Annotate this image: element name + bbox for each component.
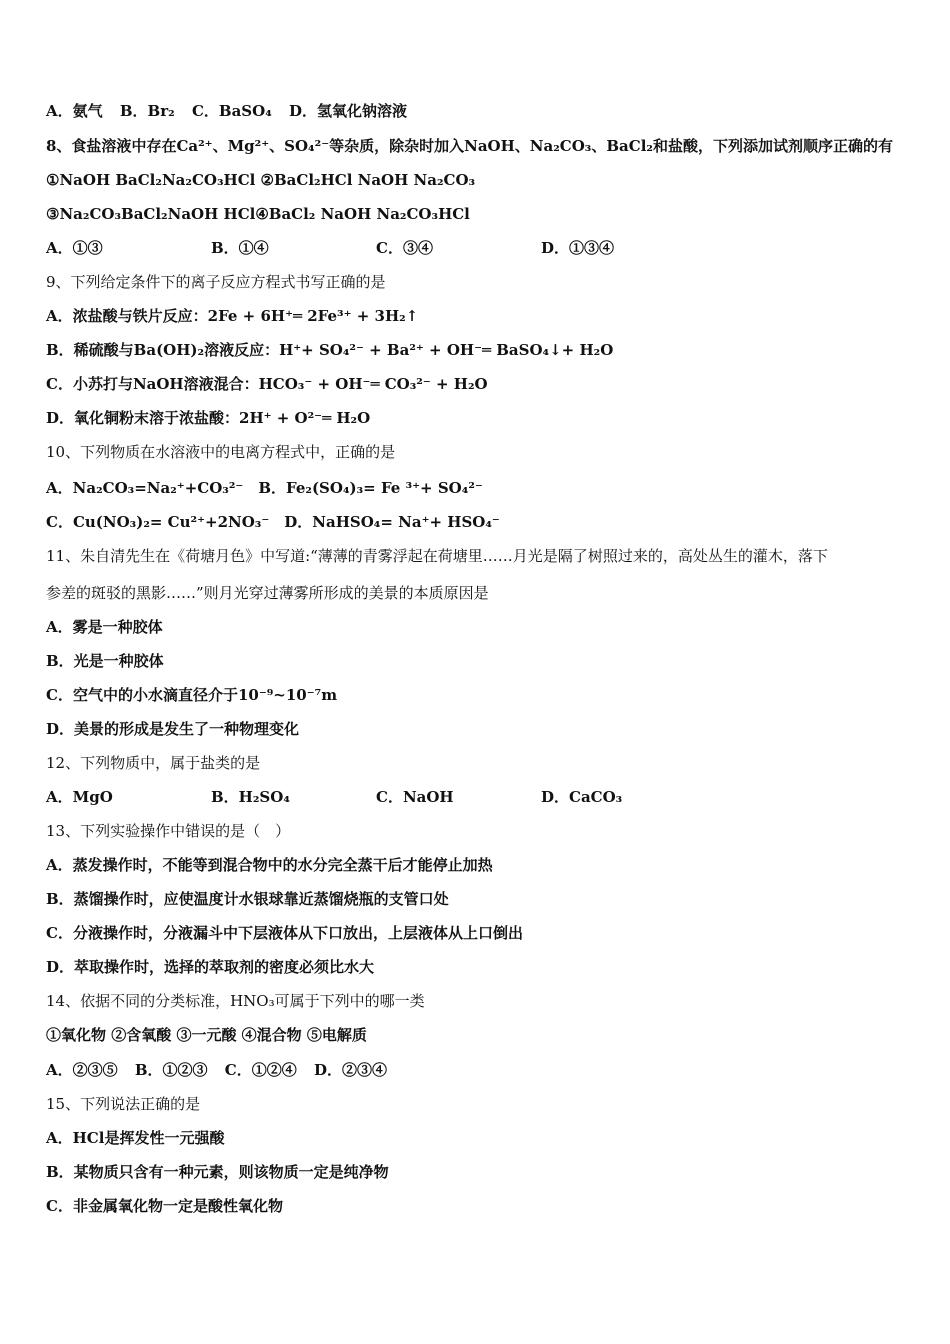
q15-option-c: C．非金属氧化物一定是酸性氧化物 <box>46 1197 283 1215</box>
q12-option-b: B．H₂SO₄ <box>211 788 290 806</box>
q8-option-b: B．①④ <box>211 239 269 257</box>
q13-option-b: B．蒸馏操作时，应使温度计水银球靠近蒸馏烧瓶的支管口处 <box>46 890 449 908</box>
q8-sequence-2: ③Na₂CO₃BaCl₂NaOH HCl④BaCl₂ NaOH Na₂CO₃HCl <box>46 205 470 223</box>
q8-option-c: C．③④ <box>376 239 433 257</box>
q13-option-a: A．蒸发操作时，不能等到混合物中的水分完全蒸干后才能停止加热 <box>46 856 493 874</box>
q14-items: ①氧化物 ②含氧酸 ③一元酸 ④混合物 ⑤电解质 <box>46 1026 367 1044</box>
q11-option-c: C．空气中的小水滴直径介于10⁻⁹~10⁻⁷m <box>46 686 338 704</box>
q7-option-d: D．氢氧化钠溶液 <box>289 102 408 120</box>
q12-option-a: A．MgO <box>46 788 113 806</box>
q14-option-d: D．②③④ <box>313 1061 387 1079</box>
q12-stem: 12、下列物质中，属于盐类的是 <box>46 754 261 772</box>
q12-options <box>46 787 622 807</box>
q8-stem: 8、食盐溶液中存在Ca²⁺、Mg²⁺、SO₄²⁻等杂质，除杂时加入NaOH、Na₂CO₃、BaCl₂和盐酸，下列添加试剂顺序正确的有 <box>46 137 893 155</box>
q8-sequence-1: ①NaOH BaCl₂Na₂CO₃HCl ②BaCl₂HCl NaOH Na₂CO₃ <box>46 171 476 189</box>
q7-option-c: C．BaSO₄ <box>191 102 272 120</box>
q7-option-a: A．氨气 <box>46 102 103 120</box>
q15-stem: 15、下列说法正确的是 <box>46 1095 201 1113</box>
q9-option-c: C．小苏打与NaOH溶液混合：HCO₃⁻ + OH⁻═ CO₃²⁻ + H₂O <box>46 375 488 393</box>
q11-stem-line-1: 11、朱自清先生在《荷塘月色》中写道:“薄薄的青雾浮起在荷塘里……月光是隔了树照过来的，高处丛生的灌木，落下 <box>46 547 828 565</box>
q11-option-d: D．美景的形成是发生了一种物理变化 <box>46 720 300 738</box>
q7-option-b: B．Br₂ <box>119 102 175 120</box>
q12-option-c: C．NaOH <box>376 788 454 806</box>
q14-options <box>46 1060 387 1080</box>
q8-option-a: A．①③ <box>46 239 103 257</box>
q14-option-c: C．①②④ <box>224 1061 297 1079</box>
q7-options <box>46 101 407 121</box>
q9-stem: 9、下列给定条件下的离子反应方程式书写正确的是 <box>46 273 386 291</box>
q11-option-b: B．光是一种胶体 <box>46 652 164 670</box>
q14-option-b: B．①②③ <box>134 1061 208 1079</box>
q14-option-a: A．②③⑤ <box>46 1061 118 1079</box>
q12-option-d: D．CaCO₃ <box>541 788 623 806</box>
q8-options <box>46 238 614 258</box>
q15-option-a: A．HCl是挥发性一元强酸 <box>46 1129 225 1147</box>
q13-option-d: D．萃取操作时，选择的萃取剂的密度必须比水大 <box>46 958 375 976</box>
q13-stem: 13、下列实验操作中错误的是（ ） <box>46 822 291 840</box>
q11-option-a: A．雾是一种胶体 <box>46 618 163 636</box>
q11-stem-line-2: 参差的斑驳的黑影……”则月光穿过薄雾所形成的美景的本质原因是 <box>46 584 489 602</box>
q15-option-b: B．某物质只含有一种元素，则该物质一定是纯净物 <box>46 1163 389 1181</box>
q8-option-d: D．①③④ <box>541 239 615 257</box>
q14-stem: 14、依据不同的分类标准，HNO₃可属于下列中的哪一类 <box>46 992 425 1010</box>
q10-stem: 10、下列物质在水溶液中的电离方程式中，正确的是 <box>46 443 396 461</box>
q10-options-cd: C．Cu(NO₃)₂= Cu²⁺+2NO₃⁻ D．NaHSO₄= Na⁺+ HSO₄⁻ <box>46 513 500 531</box>
q9-option-d: D．氧化铜粉末溶于浓盐酸：2H⁺ + O²⁻═ H₂O <box>46 409 371 427</box>
q9-option-a: A．浓盐酸与铁片反应：2Fe + 6H⁺═ 2Fe³⁺ + 3H₂↑ <box>46 307 419 325</box>
q10-options-ab: A．Na₂CO₃=Na₂⁺+CO₃²⁻ B．Fe₂(SO₄)₃= Fe ³⁺+ SO₄²⁻ <box>46 479 483 497</box>
q9-option-b: B．稀硫酸与Ba(OH)₂溶液反应：H⁺+ SO₄²⁻ + Ba²⁺ + OH⁻═ BaSO₄↓+ H₂O <box>46 341 614 359</box>
q13-option-c: C．分液操作时，分液漏斗中下层液体从下口放出，上层液体从上口倒出 <box>46 924 523 942</box>
